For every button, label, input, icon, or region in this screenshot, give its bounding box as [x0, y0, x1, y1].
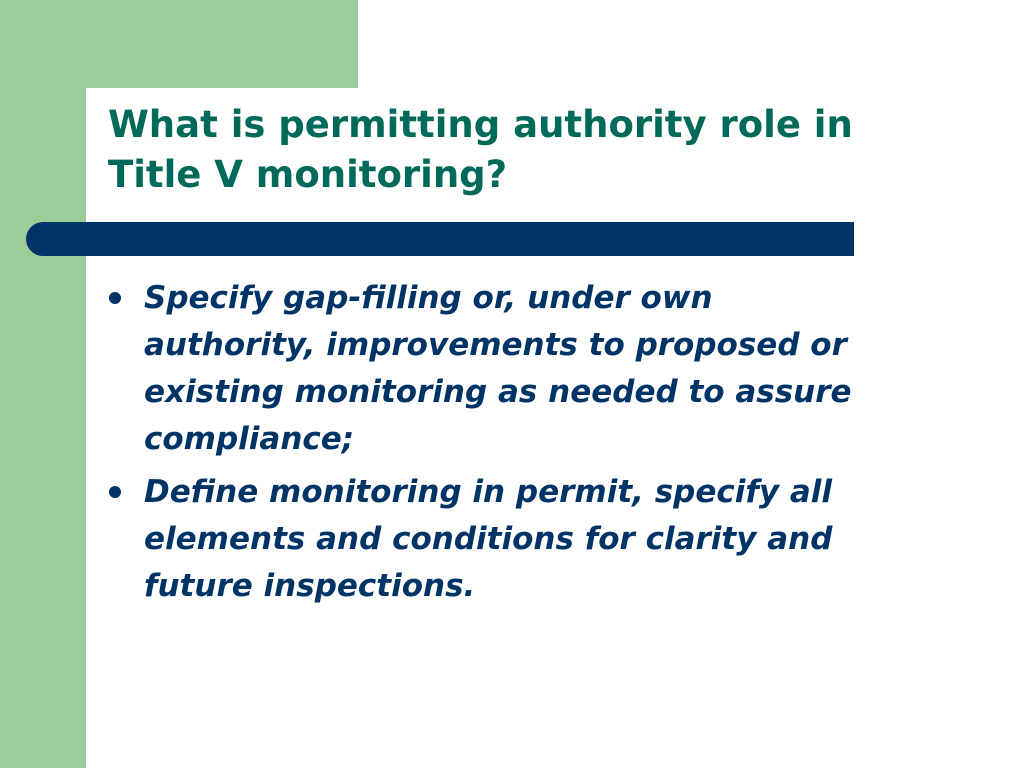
bullet-text-line: elements and conditions for clarity and: [144, 521, 833, 557]
bullet-dot-icon: [109, 486, 121, 498]
bullet-text-line: compliance;: [144, 421, 355, 457]
bullet-text-line: existing monitoring as needed to assure: [144, 374, 852, 410]
bullet-text-line: future inspections.: [144, 568, 476, 604]
top-decorative-block: [0, 0, 358, 88]
bullet-item: [106, 275, 986, 463]
left-decorative-strip: [0, 0, 86, 768]
slide-title-line: Title V monitoring?: [108, 153, 508, 196]
slide-title: [108, 100, 988, 200]
bullet-text-line: Define monitoring in permit, specify all: [144, 474, 833, 510]
slide-title-line: What is permitting authority role in: [108, 103, 853, 146]
bullet-text-line: authority, improvements to proposed or: [144, 327, 847, 363]
bullet-dot-icon: [109, 292, 121, 304]
bullet-text-line: Specify gap-filling or, under own: [144, 280, 713, 316]
title-divider-bar: [26, 222, 854, 256]
bullet-item: [106, 469, 986, 610]
bullet-list: [106, 275, 986, 616]
